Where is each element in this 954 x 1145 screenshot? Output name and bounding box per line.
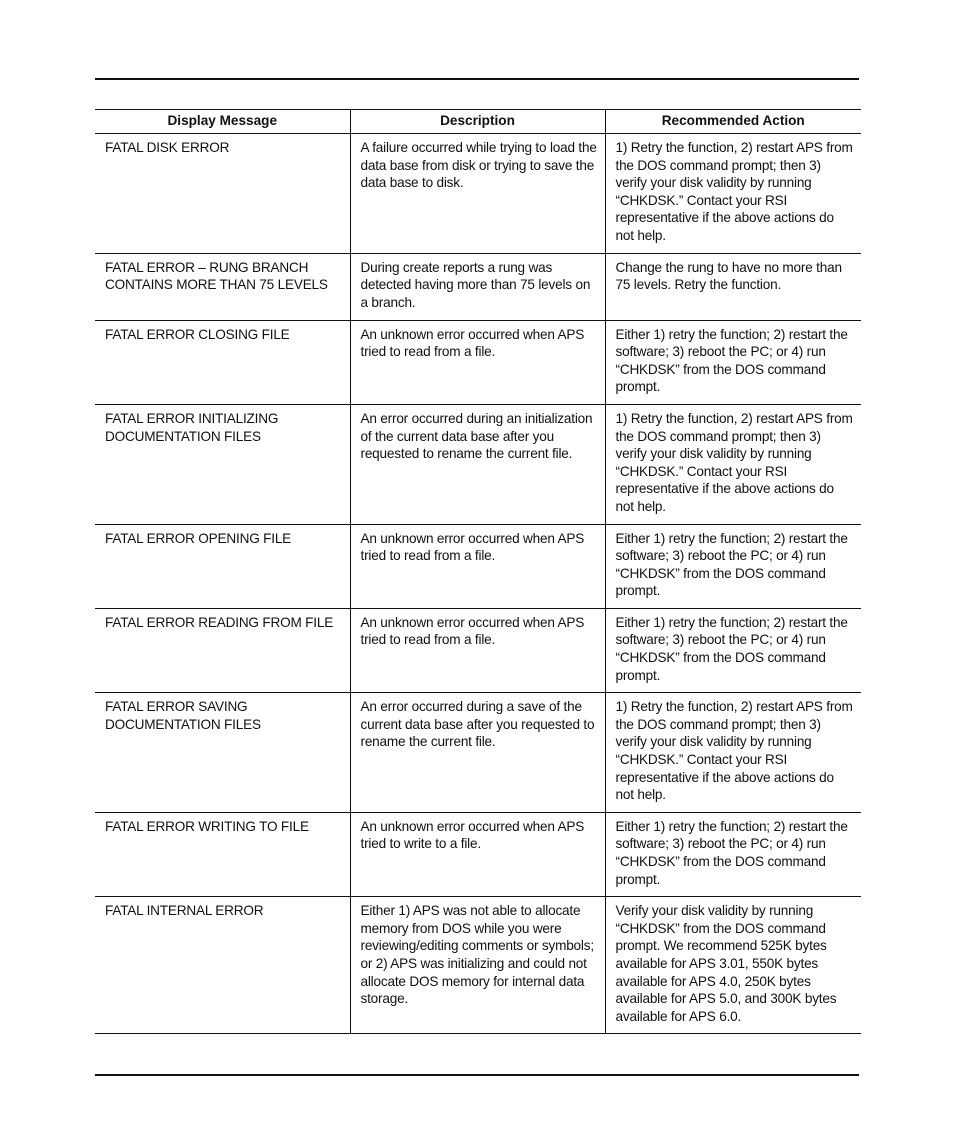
header-rule [95,78,859,80]
column-header-display-message: Display Message [95,110,350,134]
display-message-cell: FATAL ERROR OPENING FILE [95,524,350,608]
footer-rule [95,1074,859,1076]
display-message-cell: FATAL ERROR WRITING TO FILE [95,812,350,896]
display-message-cell: FATAL ERROR – RUNG BRANCH CONTAINS MORE THAN 75 LEVELS [95,253,350,320]
table-header-row [95,110,861,134]
table-row [95,897,861,1034]
display-message-cell: FATAL INTERNAL ERROR [95,897,350,1034]
recommended-action-cell: Either 1) retry the function; 2) restart the software; 3) reboot the PC; or 4) run “CHKDSK” from the DOS command prompt. [605,524,861,608]
description-cell: An error occurred during an initialization of the current data base after you requested to rename the current file. [350,404,605,524]
description-cell: An unknown error occurred when APS tried to read from a file. [350,608,605,692]
recommended-action-cell: Change the rung to have no more than 75 levels. Retry the function. [605,253,861,320]
recommended-action-cell: 1) Retry the function, 2) restart APS from the DOS command prompt; then 3) verify your disk validity by running “CHKDSK.” Contact your RSI representative if the above actions do not help. [605,404,861,524]
recommended-action-cell: Either 1) retry the function; 2) restart the software; 3) reboot the PC; or 4) run “CHKDSK” from the DOS command prompt. [605,320,861,404]
table-row [95,693,861,813]
description-cell: An unknown error occurred when APS tried to read from a file. [350,320,605,404]
recommended-action-cell: Either 1) retry the function; 2) restart the software; 3) reboot the PC; or 4) run “CHKDSK” from the DOS command prompt. [605,608,861,692]
recommended-action-cell: Either 1) retry the function; 2) restart the software; 3) reboot the PC; or 4) run “CHKDSK” from the DOS command prompt. [605,812,861,896]
display-message-cell: FATAL ERROR READING FROM FILE [95,608,350,692]
recommended-action-cell: 1) Retry the function, 2) restart APS from the DOS command prompt; then 3) verify your disk validity by running “CHKDSK.” Contact your RSI representative if the above actions do not help. [605,693,861,813]
table-row [95,608,861,692]
display-message-cell: FATAL ERROR SAVING DOCUMENTATION FILES [95,693,350,813]
table-row [95,404,861,524]
description-cell: An error occurred during a save of the current data base after you requested to rename the current file. [350,693,605,813]
display-message-cell: FATAL ERROR CLOSING FILE [95,320,350,404]
column-header-recommended-action: Recommended Action [605,110,861,134]
table-row [95,320,861,404]
recommended-action-cell: 1) Retry the function, 2) restart APS from the DOS command prompt; then 3) verify your disk validity by running “CHKDSK.” Contact your RSI representative if the above actions do not help. [605,134,861,254]
column-header-description: Description [350,110,605,134]
recommended-action-cell: Verify your disk validity by running “CHKDSK” from the DOS command prompt. We recommend 525K bytes available for APS 3.01, 550K bytes available for APS 4.0, 250K bytes available for APS 5.0, and 300K bytes available for APS 6.0. [605,897,861,1034]
table-row [95,253,861,320]
description-cell: An unknown error occurred when APS tried to read from a file. [350,524,605,608]
table-row [95,524,861,608]
display-message-cell: FATAL DISK ERROR [95,134,350,254]
description-cell: An unknown error occurred when APS tried to write to a file. [350,812,605,896]
display-message-cell: FATAL ERROR INITIALIZING DOCUMENTATION FILES [95,404,350,524]
description-cell: Either 1) APS was not able to allocate memory from DOS while you were reviewing/editing comments or symbols; or 2) APS was initializing and could not allocate DOS memory for internal data storage. [350,897,605,1034]
error-message-table [95,109,861,1034]
description-cell: A failure occurred while trying to load the data base from disk or trying to save the data base to disk. [350,134,605,254]
table-row [95,134,861,254]
table-row [95,812,861,896]
description-cell: During create reports a rung was detected having more than 75 levels on a branch. [350,253,605,320]
